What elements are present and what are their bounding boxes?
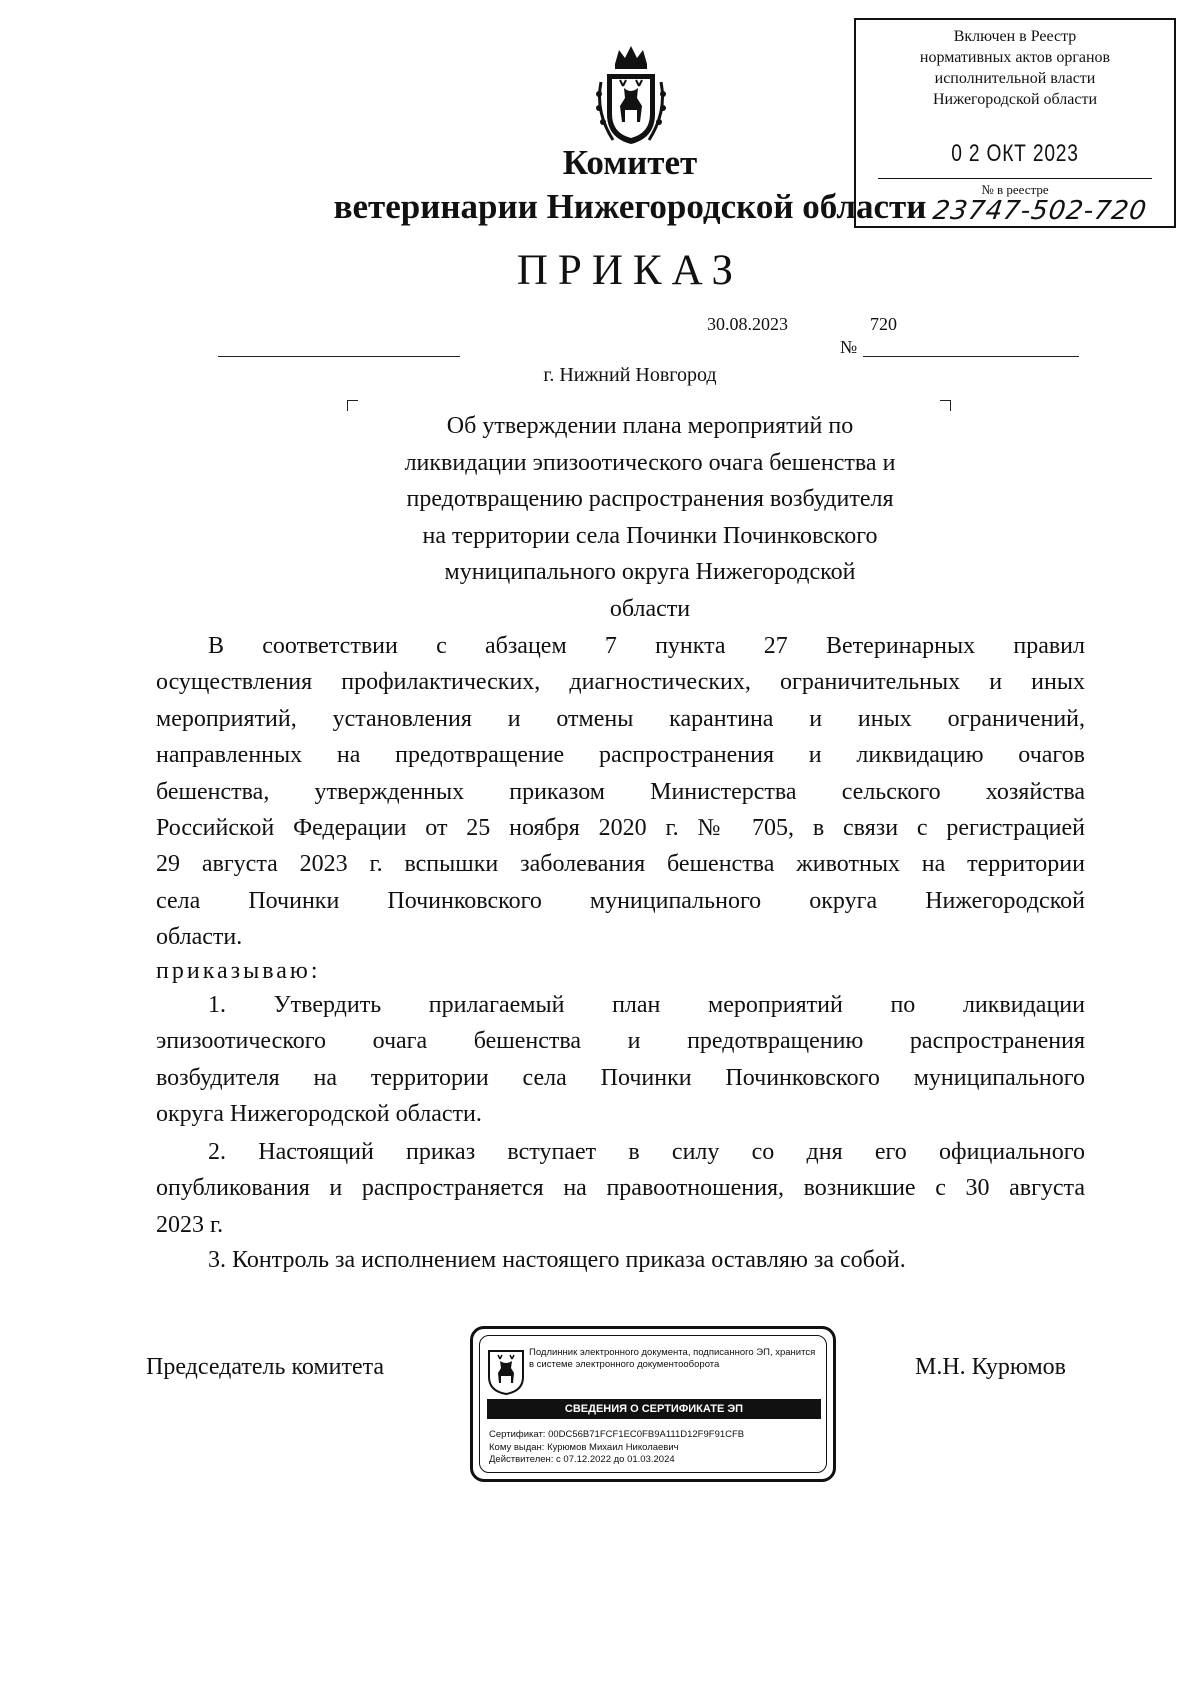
electronic-signature-stamp bbox=[470, 1326, 836, 1482]
stamp-line: Нижегородской области bbox=[932, 91, 1097, 108]
paragraph-line: 3. Контроль за исполнением настоящего приказа оставляю за собой. bbox=[208, 1247, 906, 1273]
registry-number-handwritten: 23747-502-720 bbox=[931, 196, 1149, 226]
number-underline bbox=[863, 356, 1079, 357]
paragraph-line: 2023 г. bbox=[156, 1211, 224, 1238]
stamp-line: Включен в Реестр bbox=[953, 28, 1077, 45]
number-sign-label: № bbox=[840, 337, 858, 357]
paragraph-line: эпизоотического очага бешенства и предотвращению распространения bbox=[156, 1028, 1085, 1055]
registry-stamp-text bbox=[856, 26, 1174, 110]
document-type-heading: ПРИКАЗ bbox=[516, 247, 744, 294]
paragraph-line: бешенства, утвержденных приказом Министерства сельского хозяйства bbox=[156, 778, 1085, 805]
order-word: приказываю: bbox=[156, 958, 321, 984]
stamp-line: исполнительной власти bbox=[934, 70, 1096, 87]
order-item-3 bbox=[156, 1242, 1085, 1278]
organization-name-line2: ветеринарии Нижегородской области bbox=[333, 187, 927, 226]
order-item-1 bbox=[156, 987, 1085, 1133]
paragraph-line: мероприятий, установления и отмены карантина и иных ограничений, bbox=[156, 705, 1085, 732]
signatory-position: Председатель комитета bbox=[146, 1354, 385, 1380]
paragraph-line: 29 августа 2023 г. вспышки заболевания бешенства животных на территории bbox=[156, 851, 1085, 878]
paragraph-line: села Починки Починковского муниципального округа Нижегородской bbox=[156, 887, 1085, 914]
certificate-owner: Кому выдан: Курюмов Михаил Николаевич bbox=[489, 1441, 679, 1453]
order-item-2 bbox=[156, 1134, 1085, 1243]
certificate-details bbox=[489, 1429, 744, 1467]
signatory-name: М.Н. Курюмов bbox=[915, 1354, 1067, 1380]
paragraph-line: возбудителя на территории села Починки Починковского муниципального bbox=[156, 1064, 1085, 1091]
paragraph-line: области. bbox=[156, 924, 243, 951]
paragraph-line: округа Нижегородской области. bbox=[156, 1101, 482, 1128]
document-city: г. Нижний Новгород bbox=[543, 364, 717, 386]
title-line: ликвидации эпизоотического очага бешенства и bbox=[404, 449, 896, 476]
title-line: Об утверждении плана мероприятий по bbox=[446, 413, 854, 439]
organization-name-line1: Комитет bbox=[562, 143, 698, 182]
stamp-note: Подлинник электронного документа, подписанного ЭП, хранится в системе электронного документооборота bbox=[529, 1347, 816, 1370]
paragraph-line: опубликования и распространяется на правоотношения, возникшие с 30 августа bbox=[156, 1175, 1085, 1202]
paragraph-line: направленных на предотвращение распространения и ликвидацию очагов bbox=[156, 742, 1085, 769]
region-emblem-icon bbox=[487, 1349, 525, 1395]
registry-stamp bbox=[854, 18, 1176, 228]
document-date: 30.08.2023 bbox=[707, 314, 788, 334]
document-number: 720 bbox=[870, 314, 897, 334]
paragraph-line: 1. Утвердить прилагаемый план мероприятий по ликвидации bbox=[208, 992, 1085, 1018]
document-title bbox=[340, 408, 960, 627]
registry-number-label: № в реестре bbox=[981, 182, 1049, 197]
coat-of-arms-emblem bbox=[593, 42, 669, 148]
certificate-header: СВЕДЕНИЯ О СЕРТИФИКАТЕ ЭП bbox=[487, 1399, 821, 1419]
paragraph-line: Российской Федерации от 25 ноября 2020 г. № 705, в связи с регистрацией bbox=[156, 815, 1085, 842]
registry-date: 0 2 ОКТ 2023 bbox=[951, 140, 1079, 167]
stamp-line: нормативных актов органов bbox=[919, 49, 1111, 66]
registry-divider bbox=[878, 178, 1152, 179]
title-line: муниципального округа Нижегородской bbox=[444, 559, 856, 585]
preamble-paragraph bbox=[156, 628, 1085, 956]
paragraph-line: 2. Настоящий приказ вступает в силу со дня его официального bbox=[208, 1139, 1085, 1165]
date-underline bbox=[218, 356, 460, 357]
certificate-id: Сертификат: 00DC56B71FCF1EC0FB9A111D12F9F91CFB bbox=[489, 1429, 745, 1440]
paragraph-line: В соответствии с абзацем 7 пункта 27 Ветеринарных правил bbox=[208, 633, 1085, 659]
title-line: области bbox=[609, 595, 691, 622]
title-line: на территории села Починки Починковского bbox=[422, 522, 878, 549]
paragraph-line: осуществления профилактических, диагностических, ограничительных и иных bbox=[156, 669, 1085, 696]
certificate-validity: Действителен: с 07.12.2022 до 01.03.2024 bbox=[489, 1454, 675, 1465]
title-line: предотвращению распространения возбудителя bbox=[406, 486, 894, 512]
